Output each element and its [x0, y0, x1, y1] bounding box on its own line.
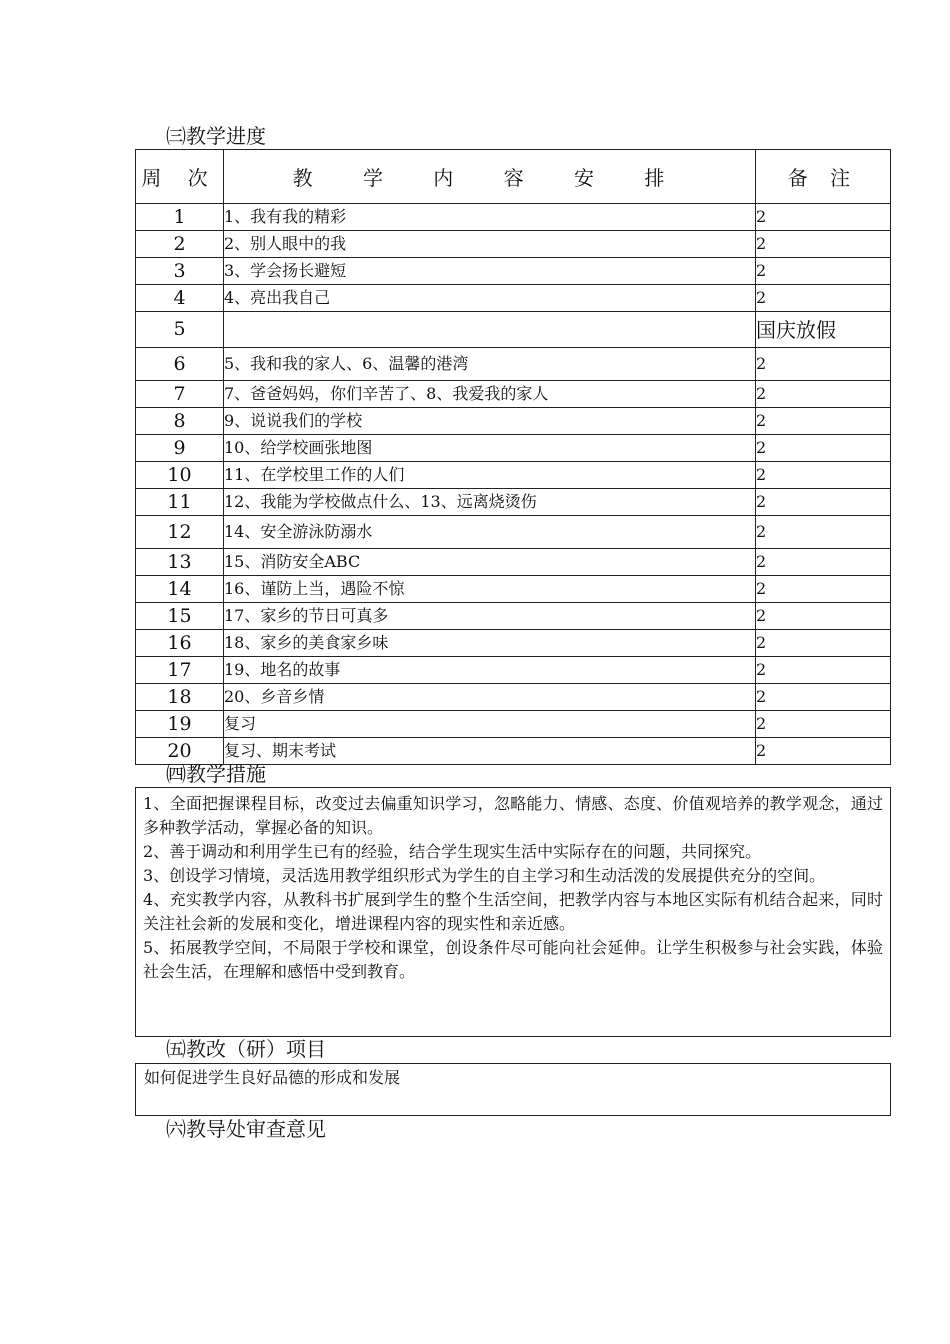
week-cell: 16 — [136, 630, 224, 657]
note-cell: 2 — [756, 738, 891, 765]
table-row — [136, 630, 891, 657]
content-cell: 复习、期末考试 — [224, 738, 756, 765]
note-cell: 2 — [756, 516, 891, 549]
note-cell: 2 — [756, 462, 891, 489]
note-cell: 2 — [756, 549, 891, 576]
note-cell: 2 — [756, 489, 891, 516]
note-cell: 2 — [756, 285, 891, 312]
content-cell: 10、给学校画张地图 — [224, 435, 756, 462]
content-cell — [224, 312, 756, 348]
note-cell: 2 — [756, 408, 891, 435]
reform-project-box — [135, 1063, 891, 1116]
note-cell: 2 — [756, 258, 891, 285]
content-cell: 1、我有我的精彩 — [224, 204, 756, 231]
content-cell: 9、说说我们的学校 — [224, 408, 756, 435]
table-row — [136, 576, 891, 603]
table-row — [136, 738, 891, 765]
table-row — [136, 231, 891, 258]
table-row — [136, 462, 891, 489]
note-cell: 2 — [756, 435, 891, 462]
header-note: 备 注 — [756, 150, 891, 204]
section-title-teaching-schedule: ㈢教学进度 — [166, 124, 266, 148]
table-row — [136, 285, 891, 312]
week-cell: 13 — [136, 549, 224, 576]
header-content: 教 学 内 容 安 排 — [224, 150, 756, 204]
week-cell: 20 — [136, 738, 224, 765]
note-cell: 2 — [756, 204, 891, 231]
content-cell: 19、地名的故事 — [224, 657, 756, 684]
table-row — [136, 435, 891, 462]
week-cell: 9 — [136, 435, 224, 462]
note-cell: 2 — [756, 711, 891, 738]
content-cell: 12、我能为学校做点什么、13、远离烧烫伤 — [224, 489, 756, 516]
note-cell: 2 — [756, 684, 891, 711]
content-cell: 2、别人眼中的我 — [224, 231, 756, 258]
content-cell: 17、家乡的节日可真多 — [224, 603, 756, 630]
schedule-table — [135, 149, 891, 765]
table-row — [136, 516, 891, 549]
section-title-review-opinion: ㈥教导处审查意见 — [166, 1117, 326, 1141]
week-cell: 6 — [136, 348, 224, 381]
measure-item: 2、善于调动和利用学生已有的经验，结合学生现实生活中实际存在的问题，共同探究。 — [143, 842, 762, 861]
week-cell: 4 — [136, 285, 224, 312]
note-cell: 国庆放假 — [756, 312, 891, 348]
table-header-row — [136, 150, 891, 204]
reform-project-text: 如何促进学生良好品德的形成和发展 — [144, 1068, 401, 1087]
section-title-reform-project: ㈤教改（研）项目 — [166, 1037, 326, 1061]
measure-item: 4、充实教学内容，从教科书扩展到学生的整个生活空间，把教学内容与本地区实际有机结合起来，同时关注社会新的发展和变化，增进课程内容的现实性和亲近感。 — [143, 890, 883, 933]
content-cell: 18、家乡的美食家乡味 — [224, 630, 756, 657]
note-cell: 2 — [756, 231, 891, 258]
content-cell: 16、谨防上当，遇险不惊 — [224, 576, 756, 603]
note-cell: 2 — [756, 657, 891, 684]
table-row — [136, 549, 891, 576]
week-cell: 18 — [136, 684, 224, 711]
content-cell: 20、乡音乡情 — [224, 684, 756, 711]
note-cell: 2 — [756, 576, 891, 603]
table-row — [136, 408, 891, 435]
teaching-measures-box — [135, 787, 891, 1037]
table-row — [136, 204, 891, 231]
table-row — [136, 603, 891, 630]
header-week: 周 次 — [136, 150, 224, 204]
week-cell: 19 — [136, 711, 224, 738]
week-cell: 7 — [136, 381, 224, 408]
measure-item: 1、全面把握课程目标，改变过去偏重知识学习，忽略能力、情感、态度、价值观培养的教学观念，通过多种教学活动，掌握必备的知识。 — [143, 794, 883, 837]
week-cell: 17 — [136, 657, 224, 684]
week-cell: 1 — [136, 204, 224, 231]
table-row — [136, 684, 891, 711]
table-row — [136, 258, 891, 285]
week-cell: 8 — [136, 408, 224, 435]
week-cell: 12 — [136, 516, 224, 549]
content-cell: 5、我和我的家人、6、温馨的港湾 — [224, 348, 756, 381]
measure-item: 5、拓展教学空间，不局限于学校和课堂，创设条件尽可能向社会延伸。让学生积极参与社会实践，体验社会生活，在理解和感悟中受到教育。 — [143, 938, 883, 981]
week-cell: 10 — [136, 462, 224, 489]
content-cell: 7、爸爸妈妈，你们辛苦了、8、我爱我的家人 — [224, 381, 756, 408]
content-cell: 复习 — [224, 711, 756, 738]
week-cell: 11 — [136, 489, 224, 516]
table-row — [136, 489, 891, 516]
week-cell: 3 — [136, 258, 224, 285]
content-cell: 4、亮出我自己 — [224, 285, 756, 312]
table-row — [136, 711, 891, 738]
content-cell: 15、消防安全ABC — [224, 549, 756, 576]
week-cell: 2 — [136, 231, 224, 258]
content-cell: 3、学会扬长避短 — [224, 258, 756, 285]
note-cell: 2 — [756, 630, 891, 657]
note-cell: 2 — [756, 603, 891, 630]
measure-item: 3、创设学习情境，灵活选用教学组织形式为学生的自主学习和生动活泼的发展提供充分的空间。 — [143, 866, 826, 885]
week-cell: 5 — [136, 312, 224, 348]
week-cell: 14 — [136, 576, 224, 603]
content-cell: 14、安全游泳防溺水 — [224, 516, 756, 549]
table-row — [136, 657, 891, 684]
content-cell: 11、在学校里工作的人们 — [224, 462, 756, 489]
table-row — [136, 381, 891, 408]
note-cell: 2 — [756, 348, 891, 381]
table-row — [136, 312, 891, 348]
week-cell: 15 — [136, 603, 224, 630]
note-cell: 2 — [756, 381, 891, 408]
table-row — [136, 348, 891, 381]
section-title-teaching-measures: ㈣教学措施 — [166, 762, 266, 786]
